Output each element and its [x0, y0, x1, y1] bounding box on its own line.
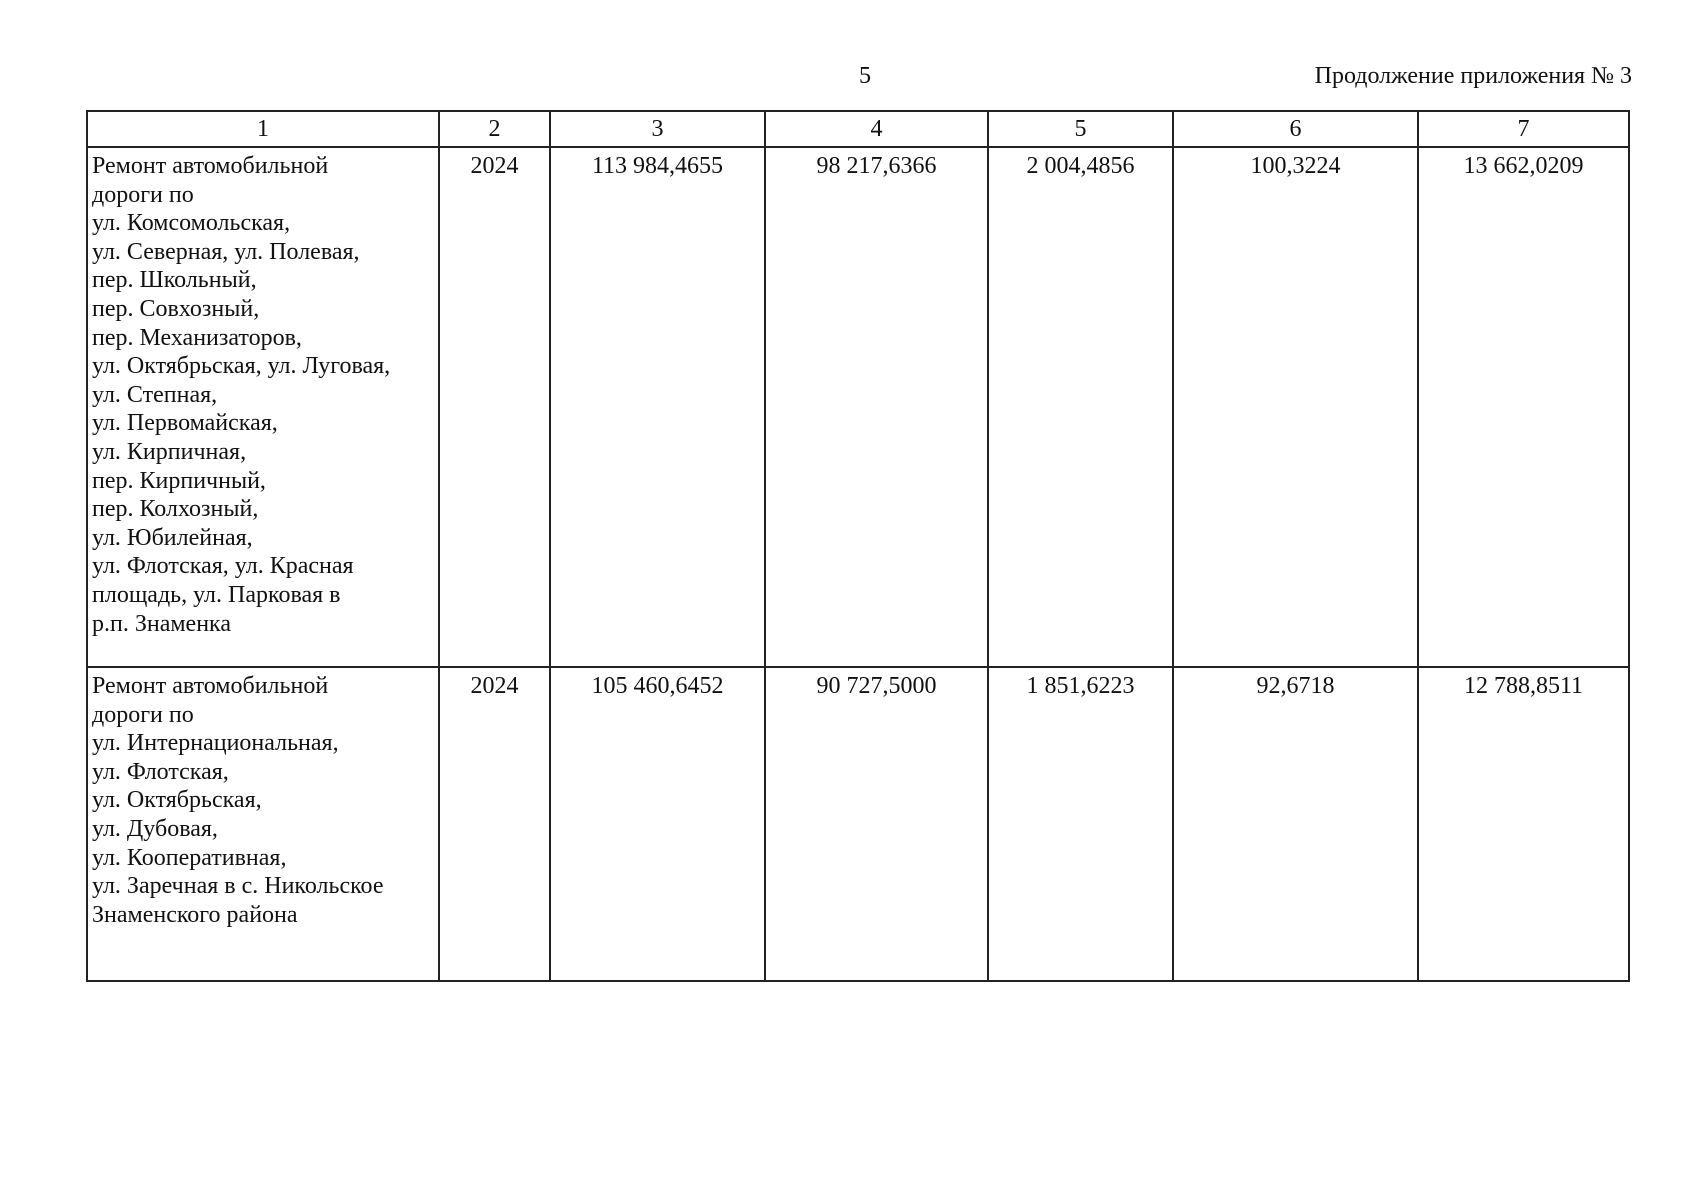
- row-col7-value: 13 662,0209: [1418, 147, 1629, 667]
- column-header-2: 2: [439, 111, 550, 147]
- column-header-3: 3: [550, 111, 765, 147]
- column-header-4: 4: [765, 111, 988, 147]
- row-description: Ремонт автомобильной дороги по ул. Комсомольская, ул. Северная, ул. Полевая, пер. Школьный, пер. Совхозный, пер. Механизаторов, ул. Октябрьская, ул. Луговая, ул. Степная, ул. Первомайская, ул. Кирпичная, пер. Кирпичный, пер. Колхозный, ул. Юбилейная, ул. Флотская, ул. Красная площадь, ул. Парковая в р.п. Знаменка: [87, 147, 439, 667]
- row-col3-value: 113 984,4655: [550, 147, 765, 667]
- row-col5-value: 1 851,6223: [988, 667, 1173, 981]
- row-col7-value: 12 788,8511: [1418, 667, 1629, 981]
- table-row: [87, 147, 1629, 667]
- appendix-table: [86, 110, 1630, 982]
- row-description: Ремонт автомобильной дороги по ул. Интернациональная, ул. Флотская, ул. Октябрьская, ул. Дубовая, ул. Кооперативная, ул. Заречная в с. Никольское Знаменского района: [87, 667, 439, 981]
- column-header-5: 5: [988, 111, 1173, 147]
- row-col6-value: 92,6718: [1173, 667, 1418, 981]
- row-col3-value: 105 460,6452: [550, 667, 765, 981]
- column-header-7: 7: [1418, 111, 1629, 147]
- row-col4-value: 90 727,5000: [765, 667, 988, 981]
- row-col4-value: 98 217,6366: [765, 147, 988, 667]
- column-header-1: 1: [87, 111, 439, 147]
- table-header-row: [87, 111, 1629, 147]
- row-year: 2024: [439, 147, 550, 667]
- row-col6-value: 100,3224: [1173, 147, 1418, 667]
- row-year: 2024: [439, 667, 550, 981]
- page-number: 5: [859, 63, 871, 89]
- row-col5-value: 2 004,4856: [988, 147, 1173, 667]
- table-row: [87, 667, 1629, 981]
- column-header-6: 6: [1173, 111, 1418, 147]
- appendix-continuation-note: Продолжение приложения № 3: [1314, 63, 1632, 89]
